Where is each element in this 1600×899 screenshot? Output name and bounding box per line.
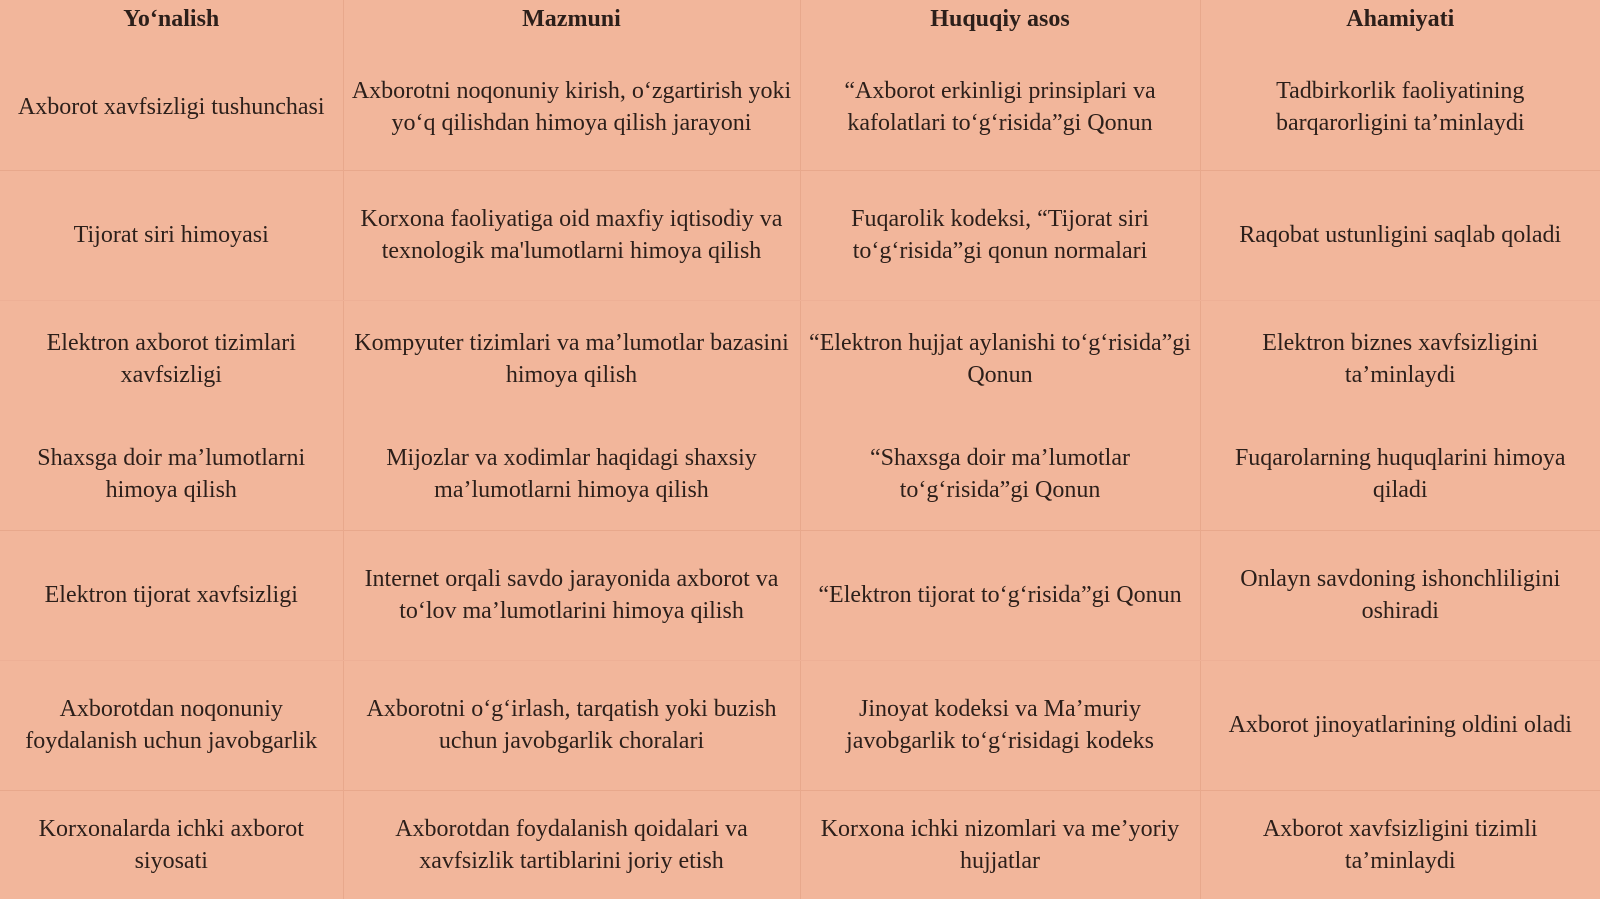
cell-legal-basis: Fuqarolik kodeksi, “Tijorat siri to‘g‘risida”gi qonun normalari [800, 170, 1200, 300]
cell-direction: Tijorat siri himoyasi [0, 170, 343, 300]
cell-importance: Elektron biznes xavfsizligini ta’minlaydi [1200, 300, 1600, 418]
cell-content: Axborotni noqonuniy kirish, o‘zgartirish yoki yo‘q qilishdan himoya qilish jarayoni [343, 44, 800, 170]
cell-importance: Fuqarolarning huquqlarini himoya qiladi [1200, 418, 1600, 530]
cell-direction: Korxonalarda ichki axborot siyosati [0, 790, 343, 899]
cell-importance: Onlayn savdoning ishonchliligini oshiradi [1200, 530, 1600, 660]
cell-legal-basis: Korxona ichki nizomlari va me’yoriy hujjatlar [800, 790, 1200, 899]
table-header-row [0, 0, 1600, 44]
header-content: Mazmuni [343, 0, 800, 44]
cell-importance: Tadbirkorlik faoliyatining barqarorligini ta’minlaydi [1200, 44, 1600, 170]
cell-legal-basis: Jinoyat kodeksi va Ma’muriy javobgarlik to‘g‘risidagi kodeks [800, 660, 1200, 790]
header-importance: Ahamiyati [1200, 0, 1600, 44]
header-direction: Yo‘nalish [0, 0, 343, 44]
table-row [0, 44, 1600, 170]
table-row [0, 660, 1600, 790]
cell-legal-basis: “Elektron hujjat aylanishi to‘g‘risida”gi Qonun [800, 300, 1200, 418]
cell-direction: Axborotdan noqonuniy foydalanish uchun javobgarlik [0, 660, 343, 790]
cell-importance: Raqobat ustunligini saqlab qoladi [1200, 170, 1600, 300]
cell-content: Kompyuter tizimlari va ma’lumotlar bazasini himoya qilish [343, 300, 800, 418]
cell-content: Mijozlar va xodimlar haqidagi shaxsiy ma’lumotlarni himoya qilish [343, 418, 800, 530]
cell-direction: Shaxsga doir ma’lumotlarni himoya qilish [0, 418, 343, 530]
cell-direction: Elektron tijorat xavfsizligi [0, 530, 343, 660]
table-row [0, 300, 1600, 418]
header-legal-basis: Huquqiy asos [800, 0, 1200, 44]
cell-legal-basis: “Axborot erkinligi prinsiplari va kafolatlari to‘g‘risida”gi Qonun [800, 44, 1200, 170]
table-row [0, 790, 1600, 899]
cell-importance: Axborot xavfsizligini tizimli ta’minlaydi [1200, 790, 1600, 899]
table-row [0, 530, 1600, 660]
cell-legal-basis: “Shaxsga doir ma’lumotlar to‘g‘risida”gi Qonun [800, 418, 1200, 530]
cell-direction: Axborot xavfsizligi tushunchasi [0, 44, 343, 170]
cell-importance: Axborot jinoyatlarining oldini oladi [1200, 660, 1600, 790]
cell-legal-basis: “Elektron tijorat to‘g‘risida”gi Qonun [800, 530, 1200, 660]
cell-content: Korxona faoliyatiga oid maxfiy iqtisodiy va texnologik ma'lumotlarni himoya qilish [343, 170, 800, 300]
table-row [0, 170, 1600, 300]
cell-content: Internet orqali savdo jarayonida axborot va to‘lov ma’lumotlarini himoya qilish [343, 530, 800, 660]
cell-content: Axborotdan foydalanish qoidalari va xavfsizlik tartiblarini joriy etish [343, 790, 800, 899]
cell-content: Axborotni o‘g‘irlash, tarqatish yoki buzish uchun javobgarlik choralari [343, 660, 800, 790]
cell-direction: Elektron axborot tizimlari xavfsizligi [0, 300, 343, 418]
table-row [0, 418, 1600, 530]
